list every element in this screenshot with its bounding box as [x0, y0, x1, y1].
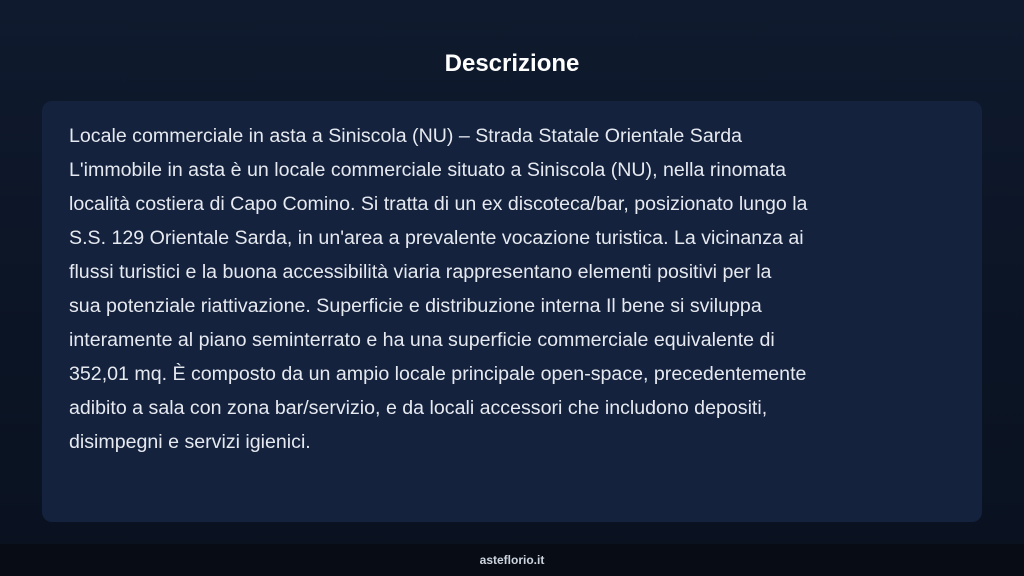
- page-title: Descrizione: [444, 50, 580, 77]
- description-line: sua potenziale riattivazione. Superficie e distribuzione interna Il bene si sviluppa: [69, 295, 762, 317]
- description-line: Locale commerciale in asta a Siniscola (NU) – Strada Statale Orientale Sarda: [69, 125, 743, 147]
- description-line: disimpegni e servizi igienici.: [69, 431, 311, 453]
- description-line: S.S. 129 Orientale Sarda, in un'area a prevalente vocazione turistica. La vicinanza ai: [69, 227, 804, 249]
- description-line: località costiera di Capo Comino. Si tratta di un ex discoteca/bar, posizionato lungo la: [69, 193, 808, 215]
- description-text: [69, 119, 956, 459]
- description-line: L'immobile in asta è un locale commerciale situato a Siniscola (NU), nella rinomata: [69, 159, 787, 181]
- description-line: flussi turistici e la buona accessibilità viaria rappresentano elementi positivi per la: [69, 261, 772, 283]
- description-line: interamente al piano seminterrato e ha una superficie commerciale equivalente di: [69, 329, 775, 351]
- description-line: 352,01 mq. È composto da un ampio locale principale open-space, precedentemente: [69, 363, 807, 385]
- footer-brand[interactable]: asteflorio.it: [479, 553, 545, 567]
- description-line: adibito a sala con zona bar/servizio, e da locali accessori che includono depositi,: [69, 397, 768, 419]
- description-card: [42, 101, 982, 522]
